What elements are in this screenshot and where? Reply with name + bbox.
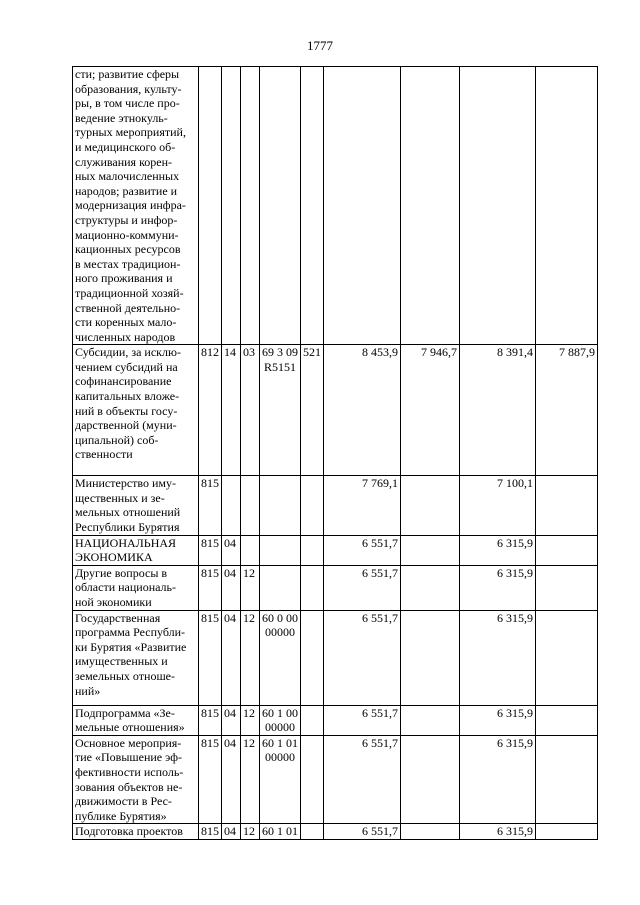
target-article-line: 69 3 09 (262, 345, 298, 360)
target-article-line: 60 0 00 (262, 610, 298, 625)
amount-cell-2 (401, 565, 460, 610)
target-article-cell (260, 67, 301, 345)
amount-cell-1: 7 769,1 (324, 476, 401, 535)
amount-cell-2 (401, 67, 460, 345)
amount-cell-1: 6 551,7 (324, 565, 401, 610)
item-name-line: Подпрограмма «Зе- (75, 705, 175, 720)
amount-cell-1: 8 453,9 (324, 345, 401, 476)
item-name-line: служивания корен- (75, 154, 173, 169)
item-name-cell (73, 476, 199, 535)
table-row (73, 824, 598, 840)
item-name-line: ных малочисленных (75, 169, 180, 184)
item-name-line: ведение этнокуль- (75, 110, 168, 125)
expense-type-cell (301, 610, 324, 705)
item-name-line: ний» (75, 683, 101, 698)
section-code-cell: 14 (222, 345, 241, 476)
item-name-line: Государственная (75, 610, 161, 625)
amount-cell-1: 6 551,7 (324, 824, 401, 840)
amount-cell-3: 6 315,9 (460, 565, 536, 610)
item-name-line: Субсидии, за исклю- (75, 345, 181, 360)
item-name-line: ственной деятельно- (75, 300, 181, 315)
target-article-cell (260, 476, 301, 535)
target-article-cell (260, 345, 301, 476)
item-name-line: Министерство иму- (75, 476, 176, 491)
amount-cell-3: 6 315,9 (460, 610, 536, 705)
amount-cell-2 (401, 735, 460, 824)
item-name-line: Подготовка проектов (75, 824, 183, 839)
target-article-line: 60 1 00 (262, 705, 298, 720)
item-name-line: народов; развитие и (75, 183, 178, 198)
item-name-line: тие «Повышение эф- (75, 750, 182, 765)
target-article-line: R5151 (263, 359, 296, 374)
table-row (73, 535, 598, 565)
subsection-code-cell: 12 (241, 705, 260, 735)
item-name-line: и медицинского об- (75, 139, 176, 154)
page-number: 1777 (307, 38, 333, 53)
amount-cell-4: 7 887,9 (536, 345, 598, 476)
budget-table (72, 66, 598, 840)
item-name-line: НАЦИОНАЛЬНАЯ (75, 535, 177, 550)
target-article-line: 00000 (265, 750, 295, 765)
subsection-code-cell: 12 (241, 610, 260, 705)
amount-cell-3: 8 391,4 (460, 345, 536, 476)
subsection-code-cell (241, 476, 260, 535)
item-name-line: ЭКОНОМИКА (75, 550, 153, 565)
item-name-line: численных народов (75, 329, 176, 344)
item-name-cell (73, 67, 199, 345)
grbs-code-cell: 815 (199, 705, 222, 735)
item-name-line: турных мероприятий, (75, 125, 186, 140)
target-article-cell (260, 705, 301, 735)
item-name-line: зования объектов не- (75, 779, 183, 794)
grbs-code-cell (199, 67, 222, 345)
grbs-code-cell: 812 (199, 345, 222, 476)
amount-cell-2 (401, 476, 460, 535)
subsection-code-cell: 03 (241, 345, 260, 476)
item-name-line: фективности исполь- (75, 765, 184, 779)
item-name-cell (73, 610, 199, 705)
subsection-code-cell (241, 535, 260, 565)
item-name-cell (73, 824, 199, 840)
target-article-line: 60 1 01 (262, 735, 298, 750)
item-name-cell (73, 735, 199, 824)
amount-cell-4 (536, 735, 598, 824)
table-row (73, 610, 598, 705)
grbs-code-cell: 815 (199, 610, 222, 705)
target-article-line: 00000 (265, 625, 295, 640)
item-name-line: публике Бурятия» (75, 808, 167, 823)
table-row (73, 705, 598, 735)
item-name-line: ственности (75, 447, 133, 462)
amount-cell-4 (536, 610, 598, 705)
subsection-code-cell (241, 67, 260, 345)
target-article-line: 60 1 01 (262, 824, 298, 839)
amount-cell-3: 6 315,9 (460, 735, 536, 824)
amount-cell-2 (401, 705, 460, 735)
item-name-cell (73, 565, 199, 610)
target-article-cell (260, 535, 301, 565)
item-name-line: сти; развитие сферы (75, 67, 180, 81)
amount-cell-1: 6 551,7 (324, 705, 401, 735)
amount-cell-2 (401, 824, 460, 840)
item-name-line: земельных отноше- (75, 669, 176, 683)
section-code-cell: 04 (222, 735, 241, 824)
item-name-line: мельные отношения» (75, 720, 185, 735)
amount-cell-4 (536, 476, 598, 535)
grbs-code-cell: 815 (199, 535, 222, 565)
table-row (73, 476, 598, 535)
item-name-line: дарственной (муни- (75, 418, 177, 433)
item-name-line: мационно-коммуни- (75, 227, 179, 242)
amount-cell-3 (460, 67, 536, 345)
amount-cell-4 (536, 705, 598, 735)
target-article-cell (260, 610, 301, 705)
item-name-line: Основное мероприя- (75, 735, 182, 750)
grbs-code-cell: 815 (199, 824, 222, 840)
subsection-code-cell: 12 (241, 565, 260, 610)
item-name-line: Республики Бурятия (75, 520, 180, 535)
table-row (73, 565, 598, 610)
amount-cell-3: 6 315,9 (460, 535, 536, 565)
item-name-line: программа Республи- (75, 625, 186, 640)
item-name-line: капитальных вложе- (75, 389, 180, 404)
amount-cell-4 (536, 67, 598, 345)
target-article-line: 00000 (265, 720, 295, 735)
item-name-line: мельных отношений (75, 505, 181, 520)
item-name-line: сти коренных мало- (75, 315, 177, 330)
subsection-code-cell: 12 (241, 735, 260, 824)
item-name-line: ного проживания и (75, 271, 173, 286)
section-code-cell (222, 476, 241, 535)
amount-cell-1 (324, 67, 401, 345)
item-name-line: кационных ресурсов (75, 242, 181, 257)
expense-type-cell: 521 (301, 345, 324, 476)
target-article-cell (260, 565, 301, 610)
expense-type-cell (301, 735, 324, 824)
item-name-line: структуры и инфор- (75, 212, 178, 227)
amount-cell-3: 6 315,9 (460, 824, 536, 840)
expense-type-cell (301, 565, 324, 610)
section-code-cell: 04 (222, 705, 241, 735)
expense-type-cell (301, 705, 324, 735)
amount-cell-3: 6 315,9 (460, 705, 536, 735)
section-code-cell: 04 (222, 535, 241, 565)
item-name-line: движимости в Рес- (75, 794, 172, 809)
amount-cell-4 (536, 824, 598, 840)
target-article-cell (260, 824, 301, 840)
amount-cell-1: 6 551,7 (324, 610, 401, 705)
amount-cell-4 (536, 535, 598, 565)
grbs-code-cell: 815 (199, 735, 222, 824)
item-name-line: щественных и зе- (75, 490, 165, 505)
item-name-line: Другие вопросы в (75, 565, 168, 580)
item-name-line: имущественных и (75, 654, 168, 669)
item-name-line: в местах традицион- (75, 256, 181, 271)
item-name-cell (73, 535, 199, 565)
item-name-line: области националь- (75, 580, 177, 595)
item-name-line: ры, в том числе про- (75, 96, 180, 111)
amount-cell-2: 7 946,7 (401, 345, 460, 476)
item-name-line: ки Бурятия «Развитие (75, 639, 187, 654)
subsection-code-cell: 12 (241, 824, 260, 840)
expense-type-cell (301, 535, 324, 565)
amount-cell-2 (401, 610, 460, 705)
item-name-line: ний в объекты госу- (75, 403, 178, 418)
section-code-cell (222, 67, 241, 345)
table-row (73, 67, 598, 345)
amount-cell-1: 6 551,7 (324, 735, 401, 824)
item-name-line: образования, культу- (75, 81, 182, 96)
item-name-line: модернизация инфра- (75, 198, 186, 213)
item-name-line: ной экономики (75, 595, 152, 610)
amount-cell-3: 7 100,1 (460, 476, 536, 535)
expense-type-cell (301, 824, 324, 840)
item-name-cell (73, 345, 199, 476)
item-name-line: софинансирование (75, 374, 172, 389)
item-name-line: традиционной хозяй- (75, 285, 184, 300)
expense-type-cell (301, 476, 324, 535)
amount-cell-2 (401, 535, 460, 565)
expense-type-cell (301, 67, 324, 345)
item-name-line: чением субсидий на (75, 359, 178, 374)
table-row (73, 345, 598, 476)
section-code-cell: 04 (222, 565, 241, 610)
section-code-cell: 04 (222, 824, 241, 840)
amount-cell-4 (536, 565, 598, 610)
section-code-cell: 04 (222, 610, 241, 705)
grbs-code-cell: 815 (199, 476, 222, 535)
item-name-line: ципальной) соб- (75, 432, 159, 447)
amount-cell-1: 6 551,7 (324, 535, 401, 565)
table-row (73, 735, 598, 824)
target-article-cell (260, 735, 301, 824)
grbs-code-cell: 815 (199, 565, 222, 610)
item-name-cell (73, 705, 199, 735)
